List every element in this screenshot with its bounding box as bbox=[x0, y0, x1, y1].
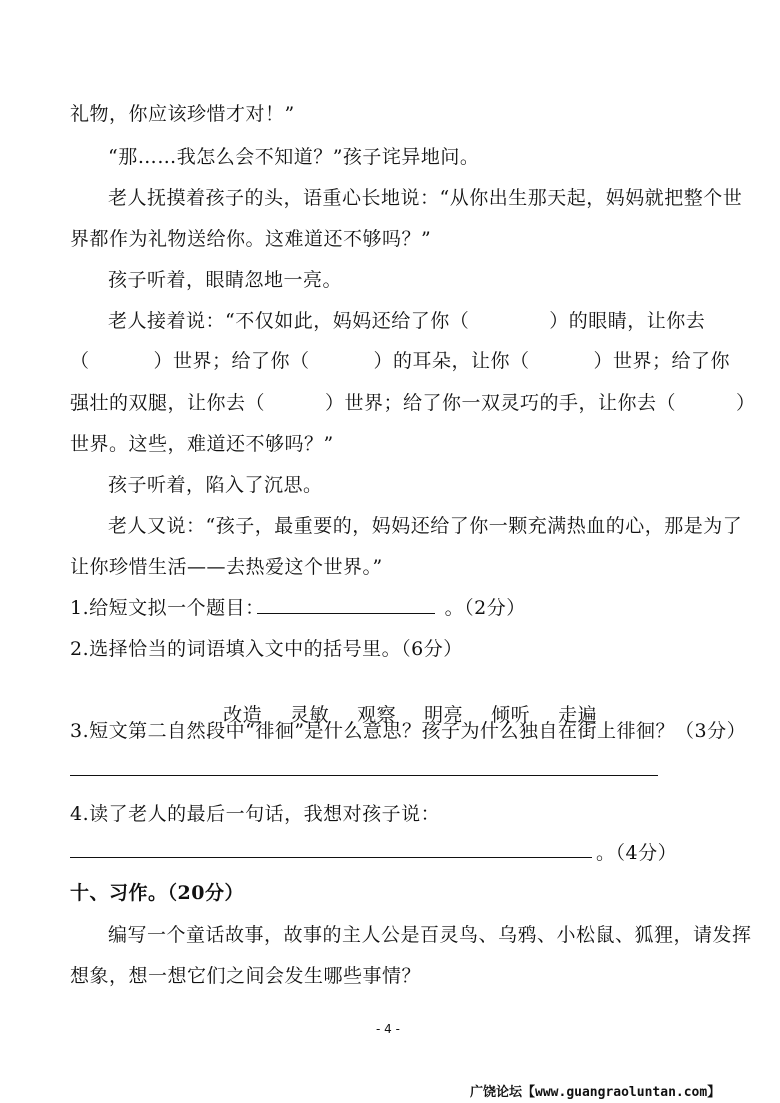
question-4-score: 。（4分） bbox=[596, 842, 678, 864]
word-option-3: 观察 bbox=[357, 704, 397, 726]
story-line-7-part-d: ）世界；给了你 bbox=[593, 350, 731, 372]
composition-prompt-line-1: 编写一个童话故事，故事的主人公是百灵鸟、乌鸦、小松鼠、狐狸，请发挥 bbox=[108, 924, 752, 946]
story-line-1: 礼物，你应该珍惜才对！” bbox=[70, 103, 295, 125]
story-line-7-part-b: ）世界；给了你（ bbox=[153, 350, 310, 372]
section-title: 十、习作。（20分） bbox=[70, 882, 244, 904]
story-line-8-part-c: ） bbox=[736, 392, 756, 414]
word-option-4: 明亮 bbox=[424, 704, 464, 726]
page-number: - 4 - bbox=[376, 1022, 400, 1036]
word-option-6: 走遍 bbox=[558, 704, 598, 726]
question-3-answer-line[interactable] bbox=[70, 775, 658, 776]
question-4: 4.读了老人的最后一句话，我想对孩子说： bbox=[70, 803, 441, 825]
word-option-2: 灵敏 bbox=[290, 704, 330, 726]
story-line-8-part-b: ）世界；给了你一双灵巧的手，让你去（ bbox=[325, 392, 677, 414]
story-line-8-part-a: 强壮的双腿，让你去（ bbox=[70, 392, 266, 414]
story-line-7 bbox=[70, 348, 730, 374]
title-answer-line bbox=[257, 613, 435, 614]
question-4-answer-line[interactable] bbox=[70, 857, 592, 858]
word-option-1: 改造 bbox=[223, 704, 263, 726]
footer-site-url: 【www.guangraoluntan.com】 bbox=[522, 1085, 721, 1100]
story-line-3: 老人抚摸着孩子的头，语重心长地说：“从你出生那天起，妈妈就把整个世 bbox=[108, 187, 743, 209]
story-line-8 bbox=[70, 390, 756, 416]
story-line-10: 孩子听着，陷入了沉思。 bbox=[108, 474, 323, 496]
question-1 bbox=[70, 595, 526, 621]
composition-prompt-line-2: 想象，想一想它们之间会发生哪些事情？ bbox=[70, 965, 422, 987]
footer-site bbox=[470, 1081, 720, 1100]
question-3: 3.短文第二自然段中“徘徊”是什么意思？孩子为什么独自在街上徘徊？（3分） bbox=[70, 720, 747, 742]
story-line-6-part-b: ）的眼睛，让你去 bbox=[549, 310, 706, 332]
word-option-5: 倾听 bbox=[491, 704, 531, 726]
story-line-5: 孩子听着，眼睛忽地一亮。 bbox=[108, 269, 343, 291]
story-line-7-part-c: ）的耳朵，让你（ bbox=[373, 350, 530, 372]
story-line-7-part-a: （ bbox=[70, 350, 90, 372]
story-line-2: “那……我怎么会不知道？”孩子诧异地问。 bbox=[108, 146, 480, 168]
story-line-6 bbox=[108, 308, 705, 334]
story-line-12: 让你珍惜生活——去热爱这个世界。” bbox=[70, 556, 383, 578]
story-line-4: 界都作为礼物送给你。这难道还不够吗？” bbox=[70, 228, 432, 250]
question-1-score: 。（2分） bbox=[444, 597, 526, 619]
story-line-6-part-a: 老人接着说：“不仅如此，妈妈还给了你（ bbox=[108, 310, 470, 332]
question-1-prompt: 1.给短文拟一个题目： bbox=[70, 597, 265, 619]
story-line-9: 世界。这些，难道还不够吗？” bbox=[70, 433, 334, 455]
story-line-11: 老人又说：“孩子，最重要的，妈妈还给了你一颗充满热血的心，那是为了 bbox=[108, 515, 743, 537]
footer-site-name: 广饶论坛 bbox=[470, 1085, 523, 1100]
question-2: 2.选择恰当的词语填入文中的括号里。（6分） bbox=[70, 638, 463, 660]
